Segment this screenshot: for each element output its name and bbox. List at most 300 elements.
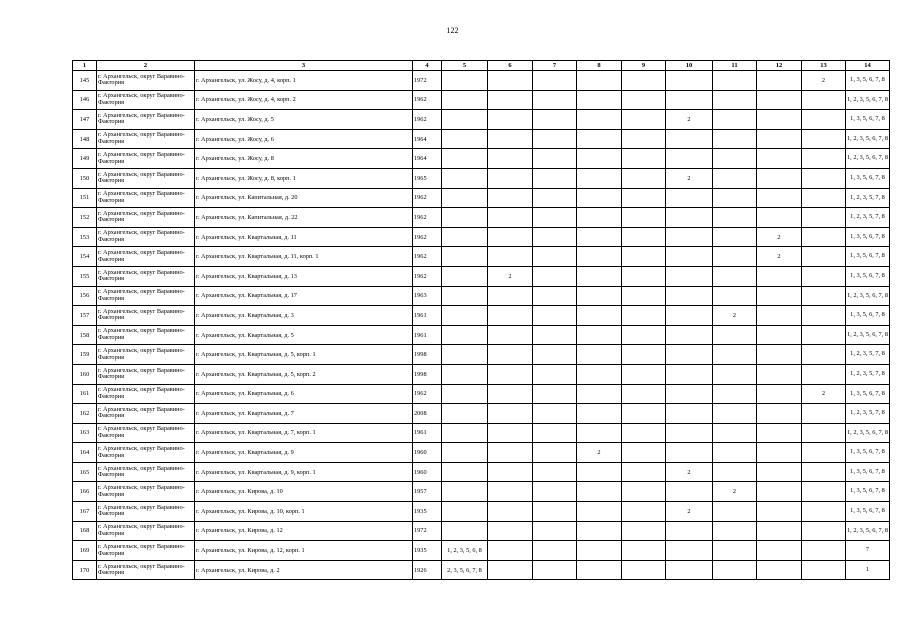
table-row <box>73 423 890 443</box>
year-cell: 1962 <box>413 90 442 110</box>
col6-cell <box>488 502 533 522</box>
col10-cell: 2 <box>666 168 713 188</box>
district-cell: г. Архангельск, округ Варавино-Фактория <box>97 364 195 384</box>
row-number: 148 <box>73 129 97 149</box>
address-cell: г. Архангельск, ул. Квартальная, д. 7, корп. 1 <box>195 423 413 443</box>
col5-cell <box>442 90 488 110</box>
col8-cell <box>577 541 622 561</box>
col11-cell <box>713 188 757 208</box>
address-cell: г. Архангельск, ул. Жосу, д. 4, корп. 2 <box>195 90 413 110</box>
col14-cell: 1, 3, 5, 6, 7, 8 <box>846 266 890 286</box>
column-header-13: 13 <box>802 61 846 71</box>
col14-cell: 1, 3, 5, 6, 7, 8 <box>846 443 890 463</box>
col8-cell <box>577 325 622 345</box>
col11-cell <box>713 71 757 91</box>
district-cell: г. Архангельск, округ Варавино-Фактория <box>97 443 195 463</box>
col9-cell <box>622 325 666 345</box>
col6-cell <box>488 168 533 188</box>
col8-cell <box>577 482 622 502</box>
col12-cell <box>757 286 802 306</box>
col11-cell <box>713 90 757 110</box>
col7-cell <box>533 110 577 130</box>
address-cell: г. Архангельск, ул. Квартальная, д. 9 <box>195 443 413 463</box>
col12-cell <box>757 443 802 463</box>
table-row <box>73 521 890 541</box>
district-cell: г. Архангельск, округ Варавино-Фактория <box>97 208 195 228</box>
register-table <box>72 60 890 580</box>
year-cell: 1960 <box>413 462 442 482</box>
col6-cell <box>488 306 533 326</box>
header-row <box>73 61 890 71</box>
col11-cell <box>713 364 757 384</box>
col5-cell <box>442 168 488 188</box>
district-cell: г. Архангельск, округ Варавино-Фактория <box>97 482 195 502</box>
column-header-5: 5 <box>442 61 488 71</box>
col13-cell <box>802 482 846 502</box>
col14-cell: 1, 2, 3, 5, 7, 8 <box>846 208 890 228</box>
row-number: 149 <box>73 149 97 169</box>
column-header-6: 6 <box>488 61 533 71</box>
district-cell: г. Архангельск, округ Варавино-Фактория <box>97 266 195 286</box>
col11-cell <box>713 247 757 267</box>
col9-cell <box>622 208 666 228</box>
district-cell: г. Архангельск, округ Варавино-Фактория <box>97 541 195 561</box>
col9-cell <box>622 188 666 208</box>
col7-cell <box>533 345 577 365</box>
col5-cell <box>442 325 488 345</box>
col6-cell <box>488 208 533 228</box>
col10-cell <box>666 482 713 502</box>
col12-cell: 2 <box>757 247 802 267</box>
row-number: 165 <box>73 462 97 482</box>
col10-cell <box>666 364 713 384</box>
col14-cell: 1, 2, 3, 5, 6, 7, 8 <box>846 129 890 149</box>
year-cell: 1972 <box>413 521 442 541</box>
col10-cell <box>666 443 713 463</box>
table-row <box>73 482 890 502</box>
row-number: 160 <box>73 364 97 384</box>
col6-cell <box>488 384 533 404</box>
col12-cell <box>757 462 802 482</box>
col10-cell <box>666 227 713 247</box>
col12-cell <box>757 110 802 130</box>
col5-cell <box>442 188 488 208</box>
col12-cell <box>757 521 802 541</box>
col9-cell <box>622 521 666 541</box>
col12-cell <box>757 149 802 169</box>
year-cell: 1935 <box>413 541 442 561</box>
col12-cell <box>757 266 802 286</box>
col6-cell <box>488 462 533 482</box>
col6-cell: 2 <box>488 266 533 286</box>
district-cell: г. Архангельск, округ Варавино-Фактория <box>97 325 195 345</box>
column-header-12: 12 <box>757 61 802 71</box>
col10-cell <box>666 247 713 267</box>
col12-cell <box>757 384 802 404</box>
col9-cell <box>622 306 666 326</box>
col8-cell <box>577 168 622 188</box>
col10-cell <box>666 345 713 365</box>
col8-cell <box>577 345 622 365</box>
col5-cell <box>442 208 488 228</box>
address-cell: г. Архангельск, ул. Квартальная, д. 9, корп. 1 <box>195 462 413 482</box>
district-cell: г. Архангельск, округ Варавино-Фактория <box>97 71 195 91</box>
col13-cell <box>802 364 846 384</box>
col5-cell <box>442 521 488 541</box>
col6-cell <box>488 521 533 541</box>
column-header-8: 8 <box>577 61 622 71</box>
district-cell: г. Архангельск, округ Варавино-Фактория <box>97 345 195 365</box>
col13-cell <box>802 168 846 188</box>
col6-cell <box>488 149 533 169</box>
col9-cell <box>622 345 666 365</box>
col13-cell <box>802 443 846 463</box>
address-cell: г. Архангельск, ул. Жосу, д. 8, корп. 1 <box>195 168 413 188</box>
col5-cell <box>442 110 488 130</box>
col12-cell <box>757 345 802 365</box>
col13-cell <box>802 110 846 130</box>
col13-cell <box>802 286 846 306</box>
col14-cell: 1, 2, 3, 5, 6, 7, 8 <box>846 149 890 169</box>
year-cell: 1964 <box>413 149 442 169</box>
col14-cell: 1, 3, 5, 6, 7, 8 <box>846 462 890 482</box>
col6-cell <box>488 443 533 463</box>
col12-cell <box>757 423 802 443</box>
year-cell: 1962 <box>413 208 442 228</box>
col14-cell: 1, 2, 3, 5, 6, 7, 8 <box>846 521 890 541</box>
col8-cell <box>577 129 622 149</box>
col14-cell: 1, 2, 3, 5, 7, 8 <box>846 404 890 424</box>
table-row <box>73 110 890 130</box>
col11-cell <box>713 325 757 345</box>
col5-cell <box>442 306 488 326</box>
table-row <box>73 462 890 482</box>
col9-cell <box>622 227 666 247</box>
col11-cell <box>713 404 757 424</box>
address-cell: г. Архангельск, ул. Капитальная, д. 22 <box>195 208 413 228</box>
col10-cell <box>666 149 713 169</box>
table-row <box>73 364 890 384</box>
col14-cell: 1, 3, 5, 6, 7, 8 <box>846 247 890 267</box>
row-number: 146 <box>73 90 97 110</box>
district-cell: г. Архангельск, округ Варавино-Фактория <box>97 247 195 267</box>
col9-cell <box>622 129 666 149</box>
col8-cell <box>577 149 622 169</box>
col14-cell: 1, 2, 3, 5, 6, 7, 8 <box>846 423 890 443</box>
col13-cell <box>802 266 846 286</box>
row-number: 163 <box>73 423 97 443</box>
col9-cell <box>622 482 666 502</box>
col5-cell <box>442 482 488 502</box>
col12-cell <box>757 541 802 561</box>
col11-cell <box>713 443 757 463</box>
col5-cell: 2, 3, 5, 6, 7, 8 <box>442 560 488 580</box>
year-cell: 1962 <box>413 188 442 208</box>
col11-cell: 2 <box>713 306 757 326</box>
district-cell: г. Архангельск, округ Варавино-Фактория <box>97 110 195 130</box>
col8-cell: 2 <box>577 443 622 463</box>
address-cell: г. Архангельск, ул. Кирова, д. 2 <box>195 560 413 580</box>
col8-cell <box>577 502 622 522</box>
address-cell: г. Архангельск, ул. Квартальная, д. 3 <box>195 306 413 326</box>
col13-cell <box>802 462 846 482</box>
col11-cell: 2 <box>713 482 757 502</box>
col11-cell <box>713 266 757 286</box>
table-body <box>73 71 890 580</box>
col7-cell <box>533 443 577 463</box>
col7-cell <box>533 560 577 580</box>
address-cell: г. Архангельск, ул. Жосу, д. 6 <box>195 129 413 149</box>
col13-cell <box>802 560 846 580</box>
col13-cell <box>802 149 846 169</box>
col10-cell <box>666 90 713 110</box>
col14-cell: 1, 3, 5, 6, 7, 8 <box>846 227 890 247</box>
col10-cell: 2 <box>666 462 713 482</box>
table-row <box>73 266 890 286</box>
column-header-14: 14 <box>846 61 890 71</box>
row-number: 154 <box>73 247 97 267</box>
district-cell: г. Архангельск, округ Варавино-Фактория <box>97 560 195 580</box>
col10-cell <box>666 188 713 208</box>
col14-cell: 1, 3, 5, 6, 7, 8 <box>846 71 890 91</box>
col7-cell <box>533 462 577 482</box>
col12-cell <box>757 129 802 149</box>
address-cell: г. Архангельск, ул. Кирова, д. 10 <box>195 482 413 502</box>
col10-cell <box>666 71 713 91</box>
row-number: 167 <box>73 502 97 522</box>
year-cell: 1960 <box>413 443 442 463</box>
year-cell: 1962 <box>413 266 442 286</box>
col8-cell <box>577 188 622 208</box>
col11-cell <box>713 110 757 130</box>
col11-cell <box>713 208 757 228</box>
table-row <box>73 129 890 149</box>
col13-cell <box>802 345 846 365</box>
col14-cell: 1, 2, 3, 5, 6, 7, 8 <box>846 286 890 306</box>
col13-cell <box>802 227 846 247</box>
year-cell: 1962 <box>413 384 442 404</box>
row-number: 155 <box>73 266 97 286</box>
table-row <box>73 345 890 365</box>
col8-cell <box>577 560 622 580</box>
address-cell: г. Архангельск, ул. Квартальная, д. 5, корп. 1 <box>195 345 413 365</box>
col7-cell <box>533 384 577 404</box>
col9-cell <box>622 286 666 306</box>
col9-cell <box>622 502 666 522</box>
col7-cell <box>533 247 577 267</box>
col8-cell <box>577 521 622 541</box>
col9-cell <box>622 423 666 443</box>
col8-cell <box>577 423 622 443</box>
col12-cell <box>757 90 802 110</box>
row-number: 158 <box>73 325 97 345</box>
table-row <box>73 306 890 326</box>
col9-cell <box>622 541 666 561</box>
col12-cell <box>757 208 802 228</box>
col7-cell <box>533 227 577 247</box>
col14-cell: 1, 3, 5, 6, 7, 8 <box>846 110 890 130</box>
row-number: 168 <box>73 521 97 541</box>
col5-cell <box>442 345 488 365</box>
col7-cell <box>533 325 577 345</box>
year-cell: 1962 <box>413 110 442 130</box>
year-cell: 1961 <box>413 306 442 326</box>
address-cell: г. Архангельск, ул. Жосу, д. 8 <box>195 149 413 169</box>
address-cell: г. Архангельск, ул. Квартальная, д. 13 <box>195 266 413 286</box>
col10-cell <box>666 423 713 443</box>
col5-cell <box>442 462 488 482</box>
year-cell: 1961 <box>413 325 442 345</box>
col9-cell <box>622 266 666 286</box>
district-cell: г. Архангельск, округ Варавино-Фактория <box>97 129 195 149</box>
col10-cell <box>666 404 713 424</box>
table-row <box>73 384 890 404</box>
column-header-11: 11 <box>713 61 757 71</box>
col6-cell <box>488 71 533 91</box>
district-cell: г. Архангельск, округ Варавино-Фактория <box>97 90 195 110</box>
col11-cell <box>713 129 757 149</box>
column-header-4: 4 <box>413 61 442 71</box>
table-row <box>73 149 890 169</box>
col13-cell <box>802 208 846 228</box>
col9-cell <box>622 462 666 482</box>
col12-cell <box>757 364 802 384</box>
year-cell: 2008 <box>413 404 442 424</box>
col6-cell <box>488 90 533 110</box>
district-cell: г. Архангельск, округ Варавино-Фактория <box>97 521 195 541</box>
col12-cell <box>757 168 802 188</box>
col13-cell <box>802 306 846 326</box>
address-cell: г. Архангельск, ул. Капитальная, д. 20 <box>195 188 413 208</box>
year-cell: 1962 <box>413 227 442 247</box>
col7-cell <box>533 266 577 286</box>
col11-cell <box>713 423 757 443</box>
col7-cell <box>533 521 577 541</box>
district-cell: г. Архангельск, округ Варавино-Фактория <box>97 168 195 188</box>
col14-cell: 1, 3, 5, 6, 7, 8 <box>846 502 890 522</box>
col6-cell <box>488 482 533 502</box>
col13-cell <box>802 521 846 541</box>
district-cell: г. Архангельск, округ Варавино-Фактория <box>97 227 195 247</box>
col12-cell <box>757 482 802 502</box>
col12-cell <box>757 502 802 522</box>
row-number: 170 <box>73 560 97 580</box>
col14-cell: 1, 2, 3, 5, 7, 8 <box>846 188 890 208</box>
col9-cell <box>622 404 666 424</box>
table-row <box>73 325 890 345</box>
col7-cell <box>533 188 577 208</box>
col13-cell: 2 <box>802 71 846 91</box>
col6-cell <box>488 404 533 424</box>
district-cell: г. Архангельск, округ Варавино-Фактория <box>97 423 195 443</box>
col5-cell <box>442 286 488 306</box>
col7-cell <box>533 404 577 424</box>
col11-cell <box>713 521 757 541</box>
table-row <box>73 443 890 463</box>
col14-cell: 1, 2, 3, 5, 7, 8 <box>846 364 890 384</box>
row-number: 153 <box>73 227 97 247</box>
col6-cell <box>488 247 533 267</box>
col7-cell <box>533 168 577 188</box>
row-number: 150 <box>73 168 97 188</box>
col14-cell: 1 <box>846 560 890 580</box>
table-row <box>73 90 890 110</box>
address-cell: г. Архангельск, ул. Квартальная, д. 7 <box>195 404 413 424</box>
col12-cell <box>757 325 802 345</box>
col9-cell <box>622 247 666 267</box>
address-cell: г. Архангельск, ул. Квартальная, д. 17 <box>195 286 413 306</box>
col11-cell <box>713 384 757 404</box>
col13-cell <box>802 423 846 443</box>
year-cell: 1962 <box>413 247 442 267</box>
col12-cell <box>757 560 802 580</box>
col14-cell: 1, 3, 5, 6, 7, 8 <box>846 168 890 188</box>
table-row <box>73 208 890 228</box>
col12-cell <box>757 404 802 424</box>
col5-cell <box>442 247 488 267</box>
col8-cell <box>577 462 622 482</box>
table-row <box>73 404 890 424</box>
col14-cell: 1, 3, 5, 6, 7, 8 <box>846 384 890 404</box>
col7-cell <box>533 423 577 443</box>
year-cell: 1998 <box>413 364 442 384</box>
district-cell: г. Архангельск, округ Варавино-Фактория <box>97 384 195 404</box>
col7-cell <box>533 541 577 561</box>
column-header-7: 7 <box>533 61 577 71</box>
col5-cell <box>442 443 488 463</box>
col7-cell <box>533 482 577 502</box>
row-number: 162 <box>73 404 97 424</box>
row-number: 147 <box>73 110 97 130</box>
col6-cell <box>488 129 533 149</box>
col8-cell <box>577 384 622 404</box>
col8-cell <box>577 364 622 384</box>
col5-cell <box>442 266 488 286</box>
col9-cell <box>622 71 666 91</box>
col8-cell <box>577 247 622 267</box>
col12-cell <box>757 71 802 91</box>
col5-cell <box>442 149 488 169</box>
year-cell: 1926 <box>413 560 442 580</box>
col13-cell <box>802 502 846 522</box>
col6-cell <box>488 423 533 443</box>
year-cell: 1961 <box>413 423 442 443</box>
col13-cell <box>802 541 846 561</box>
col10-cell: 2 <box>666 502 713 522</box>
col13-cell <box>802 404 846 424</box>
address-cell: г. Архангельск, ул. Жосу, д. 5 <box>195 110 413 130</box>
column-header-3: 3 <box>195 61 413 71</box>
col11-cell <box>713 149 757 169</box>
col6-cell <box>488 345 533 365</box>
column-header-10: 10 <box>666 61 713 71</box>
year-cell: 1965 <box>413 168 442 188</box>
column-header-9: 9 <box>622 61 666 71</box>
col14-cell: 1, 3, 5, 6, 7, 8 <box>846 482 890 502</box>
col13-cell <box>802 247 846 267</box>
col10-cell <box>666 286 713 306</box>
col13-cell <box>802 129 846 149</box>
col7-cell <box>533 129 577 149</box>
table-row <box>73 286 890 306</box>
row-number: 156 <box>73 286 97 306</box>
col8-cell <box>577 306 622 326</box>
district-cell: г. Архангельск, округ Варавино-Фактория <box>97 188 195 208</box>
address-cell: г. Архангельск, ул. Квартальная, д. 5 <box>195 325 413 345</box>
col10-cell <box>666 306 713 326</box>
col9-cell <box>622 560 666 580</box>
col8-cell <box>577 90 622 110</box>
